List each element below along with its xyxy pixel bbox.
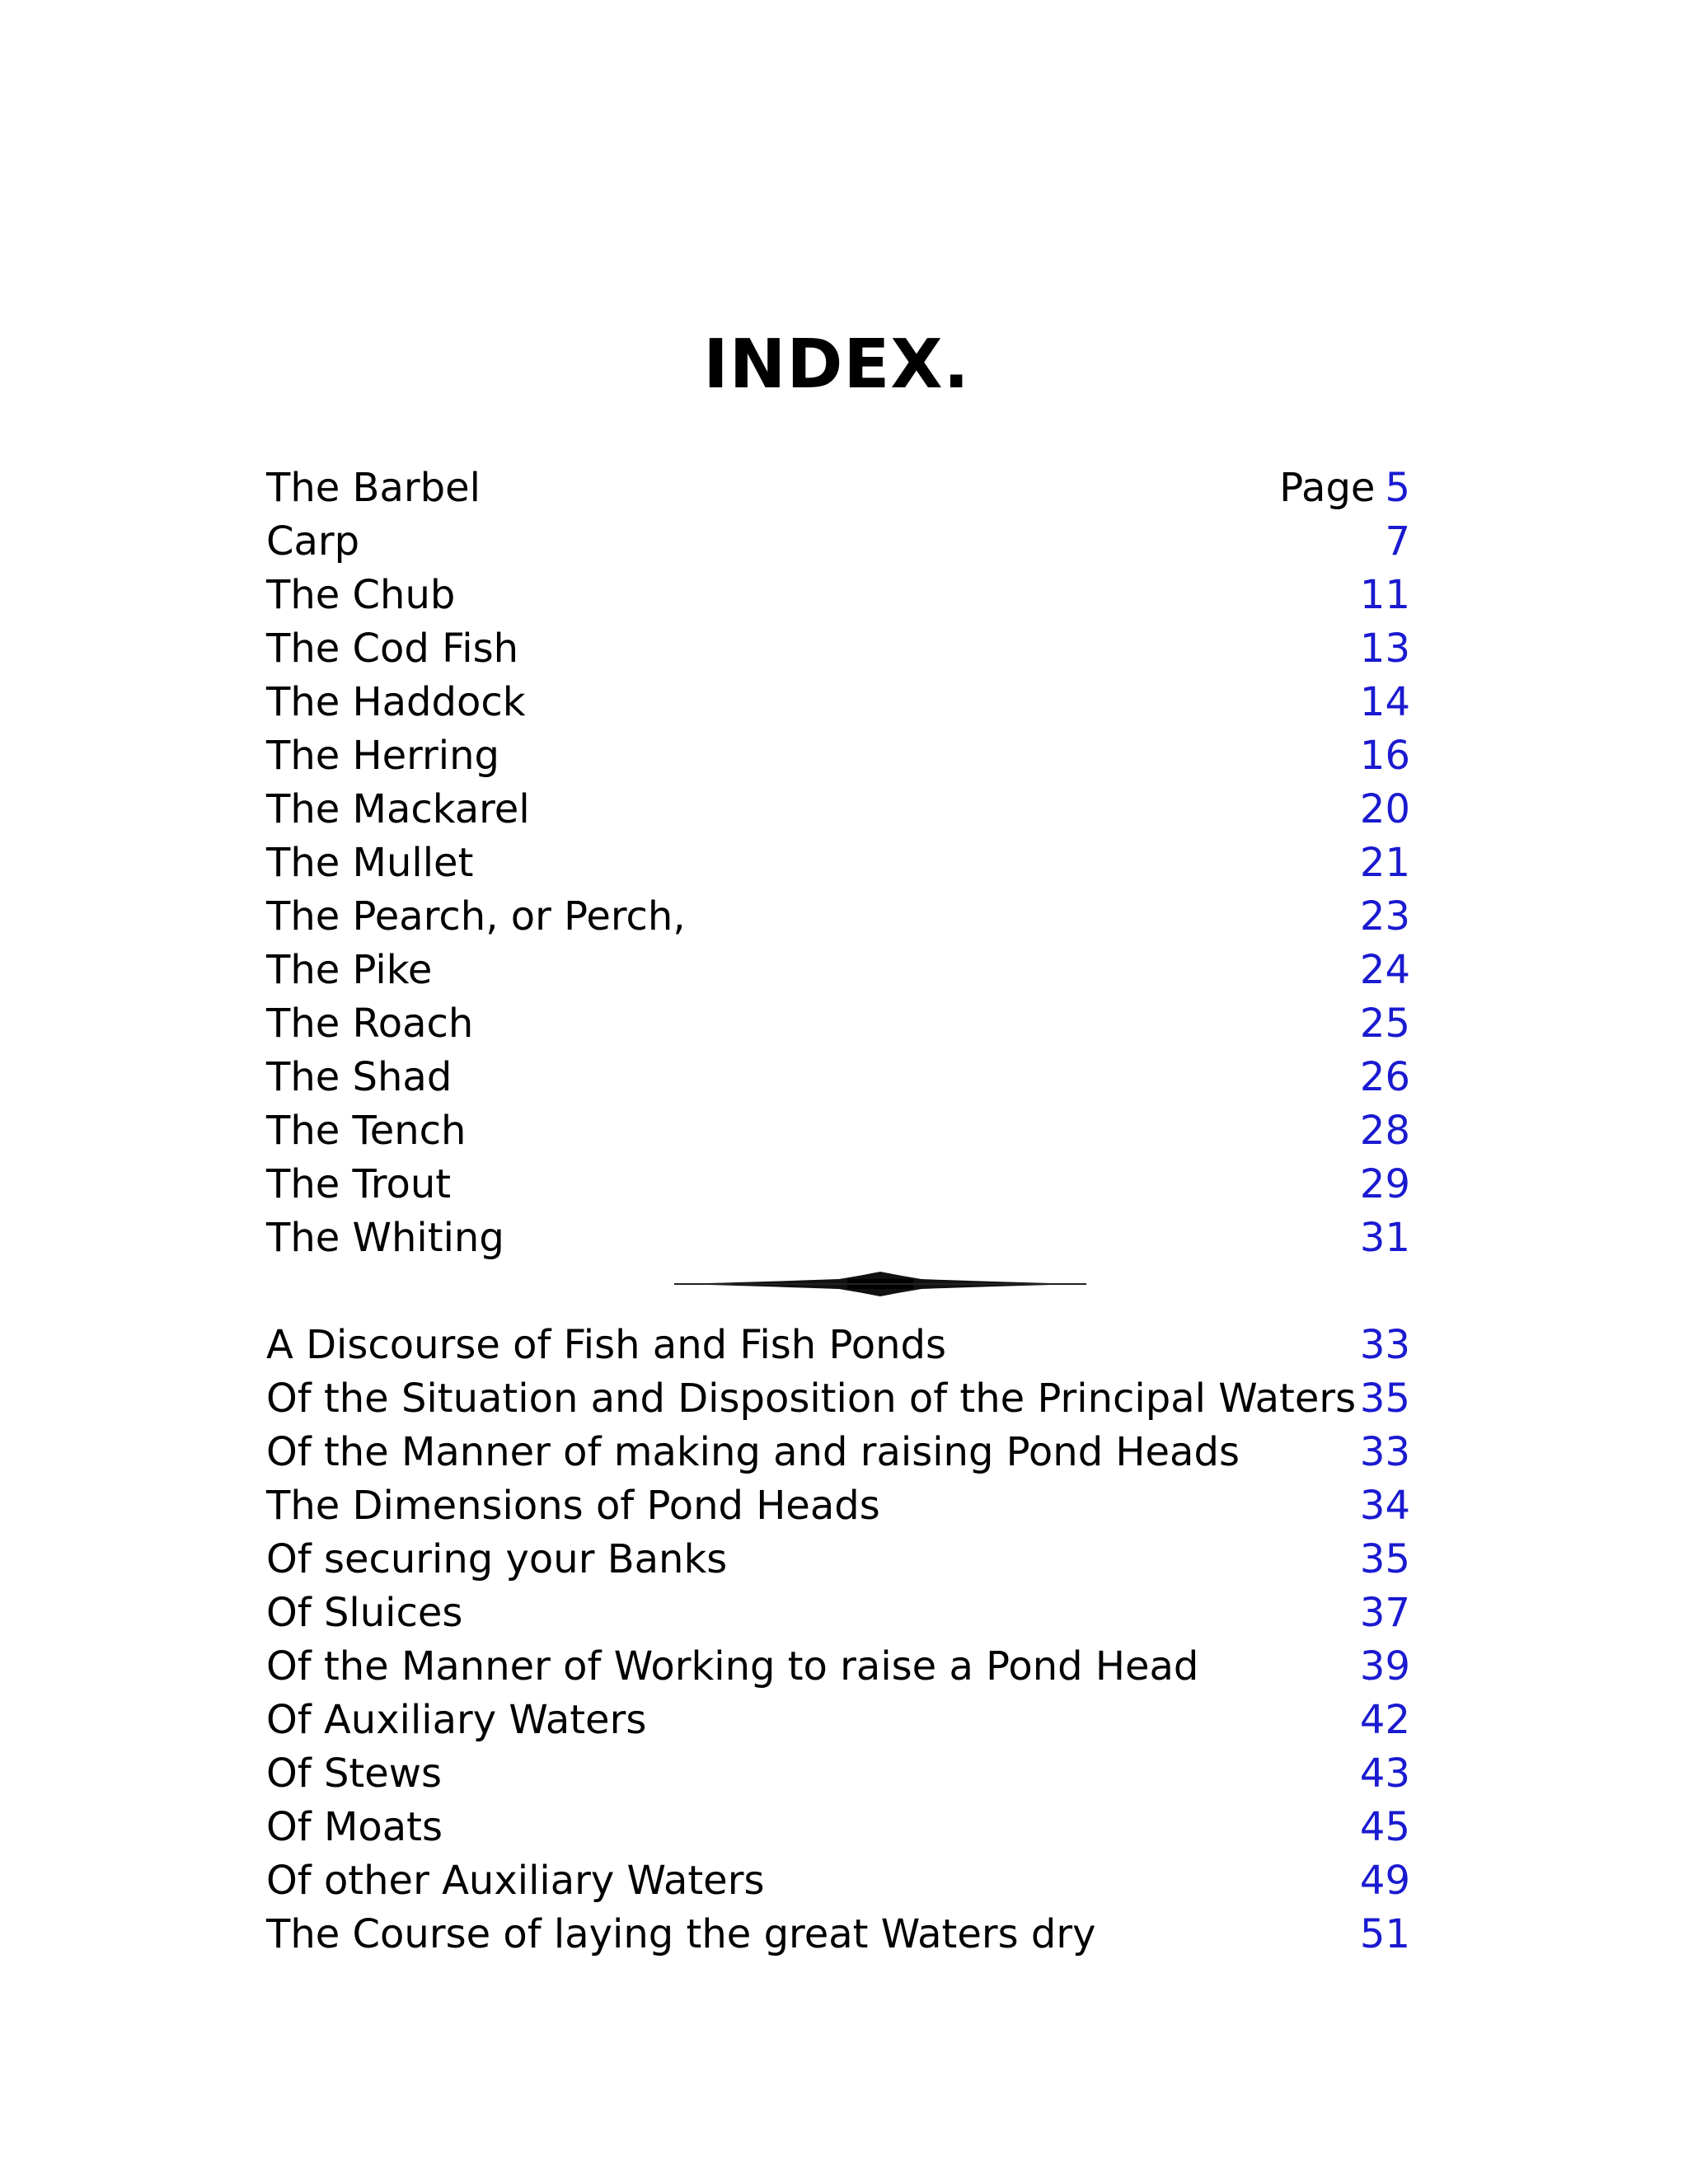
page-number-link[interactable]: 21 — [1359, 840, 1410, 886]
index-entry — [266, 1426, 1410, 1479]
index-entry-title: The Course of laying the great Waters dry — [266, 1911, 1096, 1957]
page-number-link[interactable]: 49 — [1359, 1858, 1410, 1904]
index-entry — [266, 1372, 1410, 1426]
index-entry-page-ref — [1360, 1319, 1410, 1372]
index-entry — [266, 1908, 1410, 1961]
page-number-link[interactable]: 25 — [1359, 1001, 1410, 1047]
index-entry-page-ref — [1279, 462, 1410, 515]
page-number-link[interactable]: 42 — [1359, 1697, 1410, 1743]
page-number-link[interactable]: 39 — [1359, 1643, 1410, 1690]
index-entry-title: Of Moats — [266, 1804, 443, 1850]
page-number-link[interactable]: 14 — [1359, 679, 1410, 725]
index-entry-title: The Mullet — [266, 840, 474, 886]
page-number-link[interactable]: 51 — [1359, 1911, 1410, 1957]
index-entry-page-ref — [1360, 1586, 1410, 1640]
index-entry-title: Of Stews — [266, 1750, 443, 1797]
index-entry-page-ref — [1360, 1104, 1410, 1158]
index-entry — [266, 1158, 1410, 1212]
index-entry — [266, 1747, 1410, 1801]
index-entry — [266, 997, 1410, 1051]
index-entry-title: Of securing your Banks — [266, 1536, 728, 1582]
index-entry-title: The Roach — [266, 1001, 474, 1047]
page-number-link[interactable]: 26 — [1359, 1054, 1410, 1100]
index-entry-title: The Pearch, or Perch, — [266, 893, 686, 940]
index-entry-page-ref — [1360, 1801, 1410, 1854]
page-number-link[interactable]: 35 — [1359, 1376, 1410, 1422]
index-entry-page-ref — [1360, 944, 1410, 997]
index-entry-title: The Pike — [266, 947, 433, 993]
page-number-link[interactable]: 20 — [1359, 786, 1410, 832]
index-entry — [266, 890, 1410, 944]
index-entry-title: Of Auxiliary Waters — [266, 1697, 647, 1743]
page-number-link[interactable]: 31 — [1359, 1215, 1410, 1261]
index-entry-title: The Herring — [266, 733, 500, 779]
page-number-link[interactable]: 16 — [1359, 733, 1410, 779]
index-entry-page-ref — [1360, 1212, 1410, 1265]
index-entry — [266, 676, 1410, 729]
index-entry-title: The Trout — [266, 1161, 452, 1207]
index-entry-page-ref — [1360, 1158, 1410, 1212]
index-entry-title: The Haddock — [266, 679, 526, 725]
index-entry-title: A Discourse of Fish and Fish Ponds — [266, 1322, 946, 1368]
page-number-link[interactable]: 24 — [1359, 947, 1410, 993]
index-entry — [266, 1212, 1410, 1265]
index-entry-page-ref — [1360, 1640, 1410, 1694]
page-number-link[interactable]: 33 — [1359, 1322, 1410, 1368]
page-number-link[interactable]: 35 — [1359, 1536, 1410, 1582]
page-title: INDEX. — [703, 326, 970, 404]
index-entry-title: The Dimensions of Pond Heads — [266, 1483, 880, 1529]
index-entry-title: The Mackarel — [266, 786, 530, 832]
page-number-link[interactable]: 28 — [1359, 1108, 1410, 1154]
index-entry — [266, 729, 1410, 783]
index-entry-page-ref — [1360, 1908, 1410, 1961]
index-entry-page-ref — [1360, 1854, 1410, 1908]
index-entry-page-ref — [1360, 1694, 1410, 1747]
index-entry-page-ref — [1360, 1533, 1410, 1586]
index-entry — [266, 515, 1410, 569]
page-number-link[interactable]: 13 — [1359, 626, 1410, 672]
index-entry-title: Of Sluices — [266, 1590, 463, 1636]
index-entry-page-ref — [1360, 729, 1410, 783]
horizontal-rule-ornament-icon — [674, 1265, 1086, 1303]
index-entry — [266, 1640, 1410, 1694]
index-entry-title: The Barbel — [266, 465, 481, 511]
index-entry-title: Of the Manner of Working to raise a Pond Head — [266, 1643, 1199, 1690]
index-entry-title: The Whiting — [266, 1215, 504, 1261]
index-entry-page-ref — [1360, 1426, 1410, 1479]
page-number-link[interactable]: 7 — [1385, 518, 1410, 565]
index-entry-title: The Cod Fish — [266, 626, 519, 672]
index-entry-page-ref — [1360, 997, 1410, 1051]
index-entry-page-ref — [1360, 676, 1410, 729]
index-entry-title: Carp — [266, 518, 360, 565]
index-entry-page-ref — [1360, 1372, 1410, 1426]
index-entry-title: The Tench — [266, 1108, 467, 1154]
index-entry-page-ref — [1360, 890, 1410, 944]
index-entry — [266, 1694, 1410, 1747]
index-entry — [266, 1051, 1410, 1104]
index-entry-page-ref — [1385, 515, 1410, 569]
index-entry-page-ref — [1360, 783, 1410, 837]
index-entry — [266, 837, 1410, 890]
page-word-label: Page — [1279, 465, 1376, 511]
index-entry — [266, 1104, 1410, 1158]
index-entry-page-ref — [1360, 1747, 1410, 1801]
index-entry — [266, 622, 1410, 676]
index-entry — [266, 1319, 1410, 1372]
index-entry-title: Of the Manner of making and raising Pond Heads — [266, 1429, 1240, 1475]
index-entry — [266, 462, 1410, 515]
index-entry — [266, 1533, 1410, 1586]
page-number-link[interactable]: 43 — [1359, 1750, 1410, 1797]
index-entry — [266, 783, 1410, 837]
page-number-link[interactable]: 11 — [1359, 572, 1410, 618]
page-number-link[interactable]: 45 — [1359, 1804, 1410, 1850]
index-entry-title: The Chub — [266, 572, 456, 618]
index-entry — [266, 1801, 1410, 1854]
index-entry — [266, 569, 1410, 622]
index-entry-title: The Shad — [266, 1054, 452, 1100]
index-entry-page-ref — [1360, 1051, 1410, 1104]
ponds-index-list — [266, 1319, 1410, 1961]
index-entry-title: Of other Auxiliary Waters — [266, 1858, 765, 1904]
fish-index-list — [266, 462, 1410, 1265]
page-number-link[interactable]: 33 — [1359, 1429, 1410, 1475]
index-entry-page-ref — [1360, 569, 1410, 622]
page-number-link[interactable]: 37 — [1359, 1590, 1410, 1636]
page-number-link[interactable]: 29 — [1359, 1161, 1410, 1207]
index-entry-page-ref — [1360, 622, 1410, 676]
index-entry — [266, 1479, 1410, 1533]
page-number-link[interactable]: 34 — [1359, 1483, 1410, 1529]
index-entry-title: Of the Situation and Disposition of the Principal Waters — [266, 1376, 1357, 1422]
index-entry — [266, 944, 1410, 997]
index-entry — [266, 1586, 1410, 1640]
page-number-link[interactable]: 5 — [1385, 465, 1410, 511]
index-entry — [266, 1854, 1410, 1908]
index-entry-page-ref — [1360, 837, 1410, 890]
page-number-link[interactable]: 23 — [1359, 893, 1410, 940]
index-entry-page-ref — [1360, 1479, 1410, 1533]
